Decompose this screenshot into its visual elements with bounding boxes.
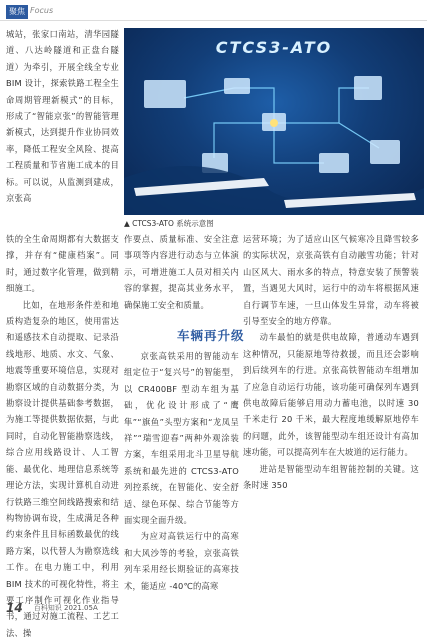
paragraph: 进站是智能型动车组智能控制的关键。这条时速 350 bbox=[243, 463, 419, 491]
paragraph: 京张高铁采用的智能动车组定位于“复兴号”的智能型，以 CR400BF 型动车组为基础，优化设计形成了“鹰隼”“旗鱼”头型方案和“龙凤呈祥”“瑞雪迎春”两种外观涂装方案，车组采用北斗卫星导航系统和最先进的 CTCS3-ATO 列控系统，在智能化、安全舒适、绿色环保、综合节能等方面实现全面升级。 bbox=[124, 351, 239, 526]
system-diagram bbox=[124, 28, 424, 215]
paragraph: 比如，在地形条件差和地质构造复杂的地区，使用雷达和遥感技术自动提取、记录沿线地形、地质、水文、气象、地震等重要环境信息，实现对勘察区域的自动数据分类，为勘察设计提供基础参考数据，为施工等提供数据依据，与此同时，自动化智能勘察选线，综合应用线路设计、人工智能、最优化、地理信息系统等理论方法，实现计算机自动进行铁路三维空间线路搜索和结构物协调布设，生成满足各种约束条件且目标函数最优的线路方案，以代替人为勘察选线工作。在电力施工中，利用 BIM 技术的可视化特性，将主要工序制作可视化作业指导书，通过对施工流程、工艺工法、操 bbox=[6, 299, 119, 638]
paragraph: 为应对高铁运行中的高寒和大风沙等的考验，京张高铁列车采用经长期验证的高寒技术，能适应 -40℃的高寒 bbox=[124, 531, 239, 591]
section-heading: 车辆再升级 bbox=[177, 328, 245, 343]
section-tag: 聚焦 bbox=[6, 5, 28, 19]
column-left bbox=[6, 231, 119, 641]
page-header bbox=[0, 0, 427, 22]
column-right bbox=[243, 231, 419, 494]
section-english: Focus bbox=[30, 6, 54, 15]
page-number: 14 bbox=[6, 601, 23, 615]
magazine-issue: 百科知识 2021.05A bbox=[33, 604, 98, 612]
column-top-left bbox=[6, 26, 119, 206]
paragraph: 运营环境；为了适应山区气候寒冷且降雪较多的实际状况，京张高铁有自动融雪功能；针对山区风大、雨水多的特点，特意安装了预警装置，当遇见大风时，运行中的动车将根据风速自行调节车速，一旦山体发生异常，动车将被引导至安全的地方停靠。 bbox=[243, 234, 419, 327]
paragraph: 城站，张家口南站，清华园隧道、八达岭隧道和正盘台隧道）为牵引，开展全线全专业 BIM 设计，探索铁路工程全生命周期管理新模式”的目标，形成了“智能京张”的智能管理新模式，达到提升作业协同效率，降低工程安全风险、提高工程质量和节省施工成本的目标。可以说，从监测到建成，京张高 bbox=[6, 29, 119, 204]
page-footer bbox=[6, 597, 98, 615]
column-middle bbox=[124, 231, 239, 313]
column-middle-lower bbox=[124, 348, 239, 594]
header-rule bbox=[0, 20, 427, 21]
paragraph: 铁的全生命周期都有大数据支撑，并存有“健康档案”。同时，通过数字化管理，做到精细施工。 bbox=[6, 234, 119, 294]
paragraph: 作要点、质量标准、安全注意事项等内容进行动态与立体演示，可增进施工人员对相关内容的掌握，提高其业务水平，确保施工安全和质量。 bbox=[124, 234, 239, 310]
diagram-title: CTCS3-ATO bbox=[215, 38, 333, 57]
figure-caption: ▲ CTCS3-ATO 系统示意图 bbox=[124, 219, 214, 228]
paragraph: 动车最怕的就是供电故障，普通动车遇到这种情况，只能原地等待救援，而且还会影响到后续列车的行进。京张高铁智能动车组增加了应急自动运行功能，该功能可确保列车遇到供电故障后能够启用动力蓄电池，以时速 30 千米走行 20 千米，最大程度地缓解原地停车的问题，此外，该智能型动车组还设计有高加速功能，可以提高列车在大坡道的运行能力。 bbox=[243, 332, 419, 458]
